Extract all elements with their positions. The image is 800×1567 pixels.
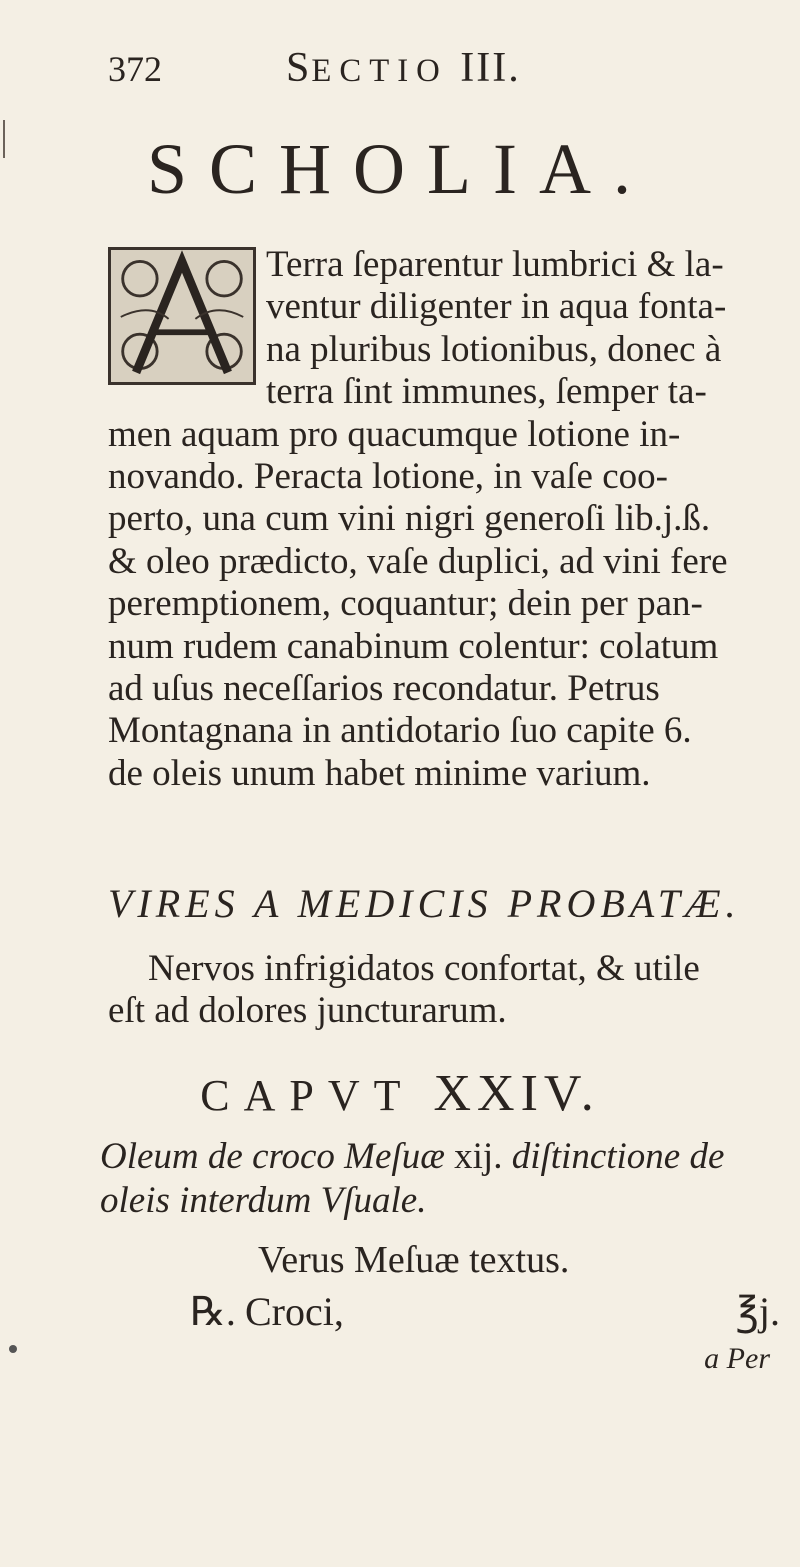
text-line: eſt ad dolores juncturarum. — [108, 990, 507, 1032]
chapter-numeral: XXIV. — [433, 1065, 600, 1122]
text-line: novando. Peracta lotione, in vaſe coo- — [108, 456, 668, 498]
text-line: na pluribus lotionibus, donec à — [266, 328, 722, 370]
ingredient-quantity: ℥j. — [735, 1289, 780, 1334]
running-title-first: S — [286, 45, 312, 91]
text-line: terra ſint immunes, ſemper ta- — [266, 371, 707, 413]
subtitle-italic-b: diſtinctione de — [511, 1136, 725, 1177]
chapter-word: CAPVT — [200, 1071, 415, 1120]
running-header — [108, 40, 740, 100]
text-line: Nervos infrigidatos confortat, & utile — [148, 948, 700, 989]
text-line: peremptionem, coquantur; dein per pan- — [108, 583, 703, 625]
text-line: Terra ſeparentur lumbrici & la- — [266, 244, 724, 285]
running-title — [286, 44, 521, 92]
vires-paragraph — [108, 948, 753, 1033]
catchword: a Per — [704, 1342, 770, 1375]
text-line: ad uſus neceſſarios recondatur. Petrus — [108, 668, 660, 710]
ink-speck — [9, 1345, 17, 1353]
subtitle-upright: xij. — [454, 1136, 503, 1177]
section-title: SCHOLIA. — [146, 129, 653, 209]
vires-heading: VIRES A MEDICIS PROBATÆ. — [108, 881, 741, 926]
textus-heading: Verus Meſuæ textus. — [258, 1239, 570, 1281]
running-title-numeral: III. — [460, 45, 521, 91]
page-number: 372 — [108, 49, 162, 89]
subtitle-line-2: oleis interdum Vſuale. — [100, 1180, 427, 1221]
subtitle-line-1 — [100, 1135, 790, 1179]
recipe-row — [190, 1288, 780, 1348]
text-line: Montagnana in antidotario ſuo capite 6. — [108, 710, 692, 752]
chapter-heading — [0, 1064, 800, 1123]
ingredient-name: Croci, — [245, 1289, 344, 1334]
text-line: men aquam pro quacumque lotione in- — [108, 413, 681, 455]
subtitle-italic-a: Oleum de croco Meſuæ — [100, 1136, 445, 1177]
chapter-subtitle — [100, 1135, 790, 1223]
scholia-paragraph — [108, 244, 753, 795]
text-line: & oleo prædicto, vaſe duplici, ad vini fere — [108, 540, 728, 582]
text-line: de oleis unum habet minime varium. — [108, 752, 651, 794]
running-title-rest: ECTIO — [311, 53, 448, 89]
recipe-symbol: ℞. — [190, 1289, 236, 1334]
text-line: perto, una cum vini nigri generoſi lib.j.ß. — [108, 498, 711, 540]
text-line: num rudem canabinum colentur: colatum — [108, 625, 719, 667]
text-line: ventur diligenter in aqua fonta- — [266, 286, 727, 328]
